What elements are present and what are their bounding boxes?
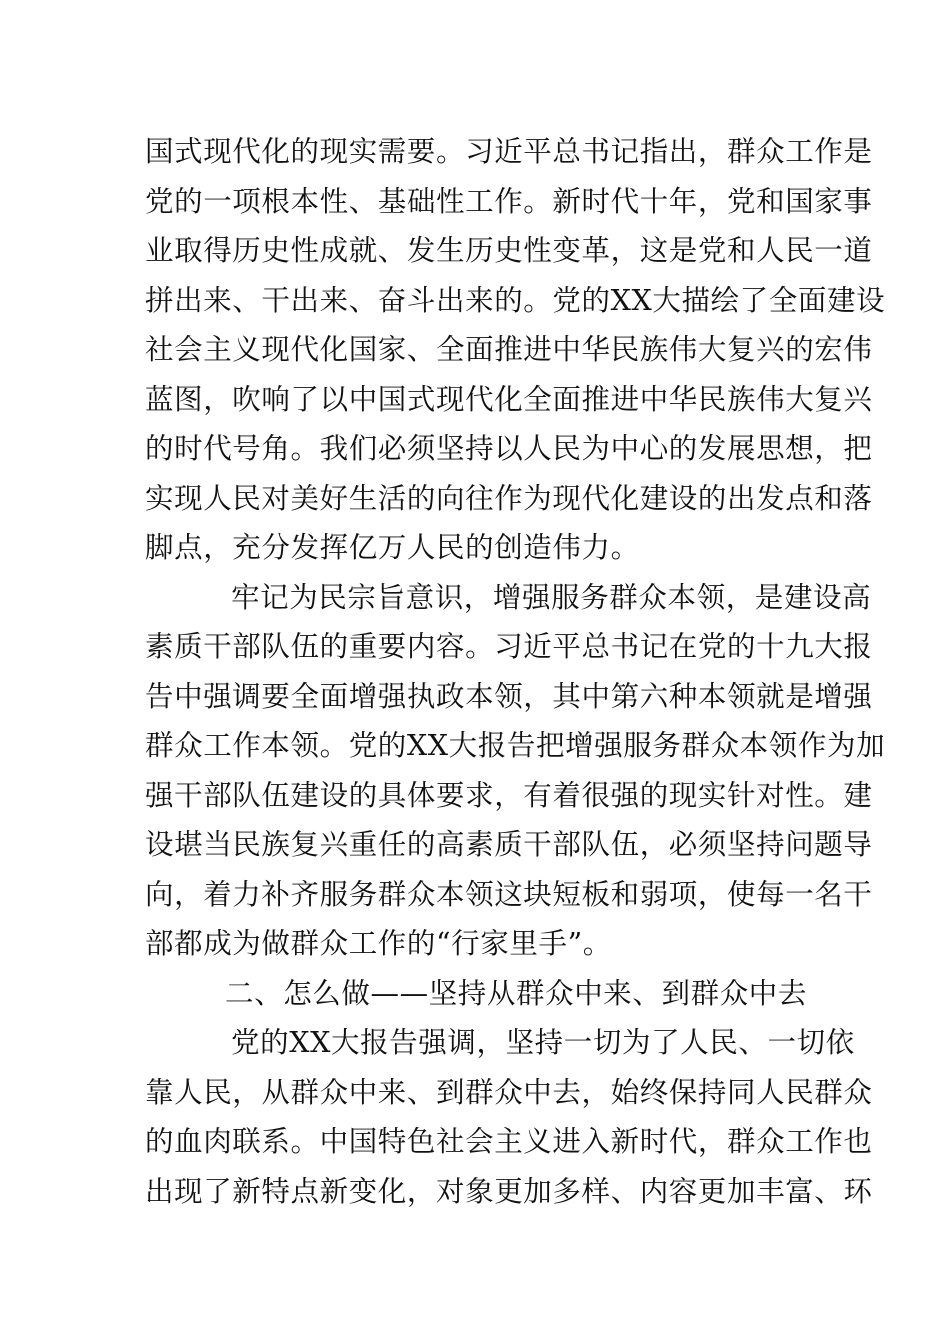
- text-line: 部都成为做群众工作的“行家里手”。: [145, 927, 612, 960]
- text-line: 国式现代化的现实需要。习近平总书记指出，群众工作是: [145, 135, 873, 168]
- paragraph-3: [145, 1018, 873, 1216]
- text-line: 拼出来、干出来、奋斗出来的。党的XX大描绘了全面建设: [145, 283, 886, 317]
- text-line: 社会主义现代化国家、全面推进中华民族伟大复兴的宏伟: [145, 333, 873, 366]
- text-line: 告中强调要全面增强执政本领，其中第六种本领就是增强: [145, 679, 873, 713]
- text-line: 实现人民对美好生活的向往作为现代化建设的出发点和落: [145, 481, 873, 515]
- text-line: 业取得历史性成就、发生历史性变革，这是党和人民一道: [145, 234, 873, 267]
- text-line: 牢记为民宗旨意识，增强服务群众本领，是建设高: [231, 580, 872, 614]
- text-line: 设堪当民族复兴重任的高素质干部队伍，必须坚持问题导: [145, 828, 873, 861]
- text-line: 脚点，充分发挥亿万人民的创造伟力。: [145, 531, 640, 564]
- text-line: 出现了新特点新变化，对象更加多样、内容更加丰富、环: [145, 1174, 873, 1208]
- text-line: 强干部队伍建设的具体要求，有着很强的现实针对性。建: [145, 778, 873, 812]
- paragraph-2: [145, 573, 886, 969]
- document-body: [145, 127, 886, 1216]
- text-line: 蓝图，吹响了以中国式现代化全面推进中华民族伟大复兴: [145, 382, 873, 416]
- text-line: 群众工作本领。党的XX大报告把增强服务群众本领作为加: [145, 729, 886, 762]
- section-heading: 二、怎么做——坚持从群众中来、到群众中去: [225, 976, 808, 1010]
- text-line: 党的一项根本性、基础性工作。新时代十年，党和国家事: [145, 184, 873, 218]
- text-line: 的时代号角。我们必须坚持以人民为中心的发展思想，把: [145, 432, 873, 465]
- text-line: 素质干部队伍的重要内容。习近平总书记在党的十九大报: [145, 630, 873, 663]
- text-line: 靠人民，从群众中来、到群众中去，始终保持同人民群众: [145, 1075, 873, 1109]
- text-line: 的血肉联系。中国特色社会主义进入新时代，群众工作也: [145, 1125, 873, 1158]
- paragraph-1: [145, 127, 886, 573]
- text-line: 党的XX大报告强调，坚持一切为了人民、一切依: [231, 1026, 855, 1059]
- text-line: 向，着力补齐服务群众本领这块短板和弱项，使每一名干: [145, 877, 873, 911]
